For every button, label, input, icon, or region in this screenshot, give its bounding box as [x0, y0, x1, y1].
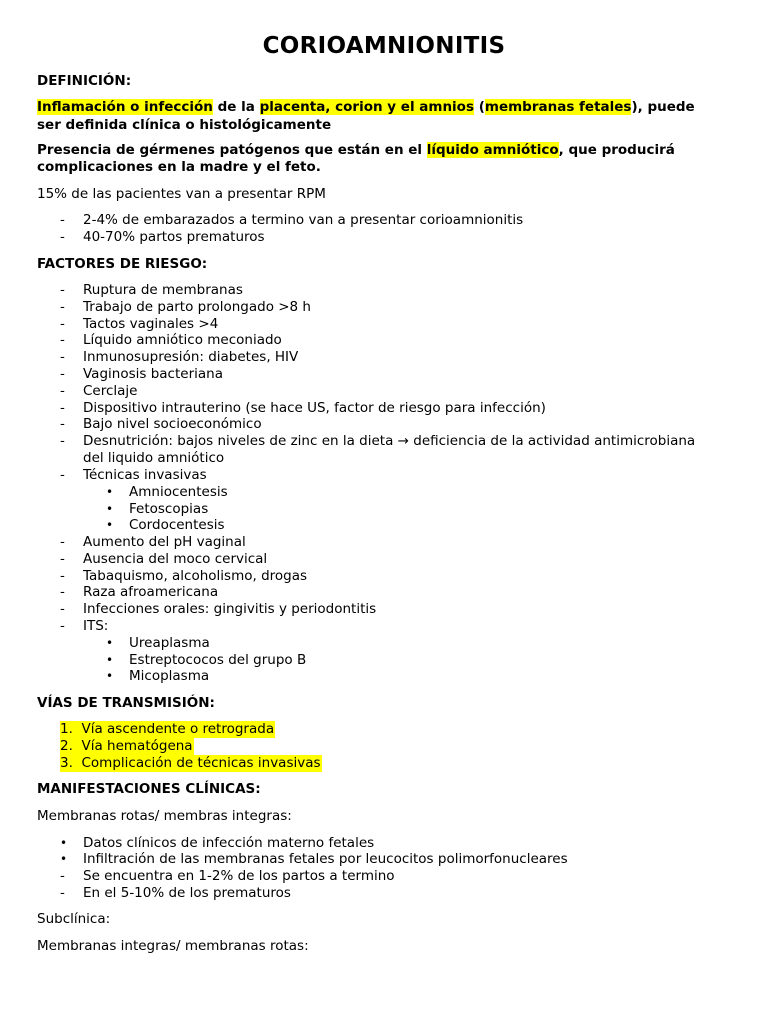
- list-marker: -: [60, 366, 65, 382]
- definicion-paragraph-2-line-2: complicaciones en la madre y el feto.: [37, 159, 321, 175]
- bullet-marker: •: [106, 485, 114, 499]
- list-item-tecnicas: Técnicas invasivas: [83, 467, 207, 483]
- list-marker: -: [60, 433, 65, 449]
- list-marker: -: [60, 316, 65, 332]
- list-marker: -: [60, 601, 65, 617]
- bullet-marker: •: [60, 836, 68, 850]
- list-item-desnutricion: Desnutrición: bajos niveles de zinc en la dieta → deficiencia de la actividad antimicrobiana: [83, 433, 696, 449]
- list-item: Inmunosupresión: diabetes, HIV: [83, 349, 299, 365]
- list-marker: -: [60, 551, 65, 567]
- list-item: Infecciones orales: gingivitis y periodontitis: [83, 601, 377, 617]
- sub-list-item: Micoplasma: [129, 668, 210, 684]
- highlight-placenta: placenta, corion y el amnios: [259, 99, 474, 115]
- bullet-marker: •: [60, 852, 68, 866]
- list-marker: -: [60, 618, 65, 634]
- sub-list-item: Estreptococos del grupo B: [129, 652, 307, 668]
- section-heading-manifestaciones: MANIFESTACIONES CLÍNICAS:: [37, 781, 261, 797]
- numbered-item-1: 1. Vía ascendente o retrograda: [60, 721, 275, 737]
- numbered-item-2: 2. Vía hematógena: [60, 738, 193, 754]
- list-marker: -: [60, 383, 65, 399]
- definicion-paragraph-2-line-1: Presencia de gérmenes patógenos que están en el líquido amniótico, que producirá: [37, 142, 675, 158]
- section-heading-vias: VÍAS DE TRANSMISIÓN:: [37, 695, 215, 711]
- highlight-membranas-fetales: membranas fetales: [484, 99, 632, 115]
- list-marker: -: [60, 349, 65, 365]
- list-item: Infiltración de las membranas fetales por leucocitos polimorfonucleares: [83, 851, 568, 867]
- list-item-its: ITS:: [83, 618, 109, 634]
- document-title: CORIOAMNIONITIS: [262, 33, 506, 59]
- list-marker: -: [60, 534, 65, 550]
- list-item: Líquido amniótico meconiado: [83, 332, 282, 348]
- list-item: Bajo nivel socioeconómico: [83, 416, 262, 432]
- list-marker: -: [60, 299, 65, 315]
- list-item: Dispositivo intrauterino (se hace US, factor de riesgo para infección): [83, 400, 546, 416]
- list-marker: -: [60, 416, 65, 432]
- list-item: Ruptura de membranas: [83, 282, 243, 298]
- list-item: Vaginosis bacteriana: [83, 366, 223, 382]
- highlight-liquido-amniotico: líquido amniótico: [426, 142, 559, 158]
- list-marker: -: [60, 584, 65, 600]
- list-item: Trabajo de parto prolongado >8 h: [83, 299, 311, 315]
- subclinica-label: Subclínica:: [37, 911, 111, 927]
- section-heading-definicion: DEFINICIÓN:: [37, 73, 132, 89]
- bullet-marker: •: [106, 669, 114, 683]
- list-marker: -: [60, 400, 65, 416]
- list-item: Ausencia del moco cervical: [83, 551, 268, 567]
- sub-list-item: Cordocentesis: [129, 517, 225, 533]
- highlight-inflamacion: Inflamación o infección: [37, 99, 213, 115]
- sub-list-item: Fetoscopias: [129, 501, 209, 517]
- list-item: Se encuentra en 1-2% de los partos a termino: [83, 868, 395, 884]
- list-marker: -: [60, 282, 65, 298]
- list-item: 2-4% de embarazados a termino van a presentar corioamnionitis: [83, 212, 524, 228]
- bullet-marker: •: [106, 653, 114, 667]
- manifestaciones-subheading-2: Membranas integras/ membranas rotas:: [37, 938, 309, 954]
- list-item: Tabaquismo, alcoholismo, drogas: [83, 568, 308, 584]
- list-item: Aumento del pH vaginal: [83, 534, 246, 550]
- list-item: Raza afroamericana: [83, 584, 219, 600]
- section-heading-factores: FACTORES DE RIESGO:: [37, 256, 208, 272]
- sub-list-item: Amniocentesis: [129, 484, 228, 500]
- bullet-marker: •: [106, 636, 114, 650]
- definicion-paragraph-1-line-2: ser definida clínica o histológicamente: [37, 117, 332, 133]
- bullet-marker: •: [106, 518, 114, 532]
- list-item: 40-70% partos prematuros: [83, 229, 265, 245]
- list-item: En el 5-10% de los prematuros: [83, 885, 291, 901]
- definicion-paragraph-1-line-1: Inflamación o infección de la placenta, corion y el amnios (membranas fetales), puede: [37, 99, 695, 115]
- definicion-paragraph-3: 15% de las pacientes van a presentar RPM: [37, 186, 326, 202]
- list-item: Tactos vaginales >4: [83, 316, 219, 332]
- manifestaciones-subheading: Membranas rotas/ membras integras:: [37, 808, 292, 824]
- list-marker: -: [60, 229, 65, 245]
- list-item: Datos clínicos de infección materno fetales: [83, 835, 375, 851]
- bullet-marker: •: [106, 502, 114, 516]
- list-marker: -: [60, 868, 65, 884]
- list-item-desnutricion-cont: del liquido amniótico: [83, 450, 225, 466]
- list-marker: -: [60, 885, 65, 901]
- list-marker: -: [60, 212, 65, 228]
- list-marker: -: [60, 467, 65, 483]
- sub-list-item: Ureaplasma: [129, 635, 210, 651]
- list-item: Cerclaje: [83, 383, 138, 399]
- list-marker: -: [60, 568, 65, 584]
- list-marker: -: [60, 332, 65, 348]
- numbered-item-3: 3. Complicación de técnicas invasivas: [60, 755, 321, 771]
